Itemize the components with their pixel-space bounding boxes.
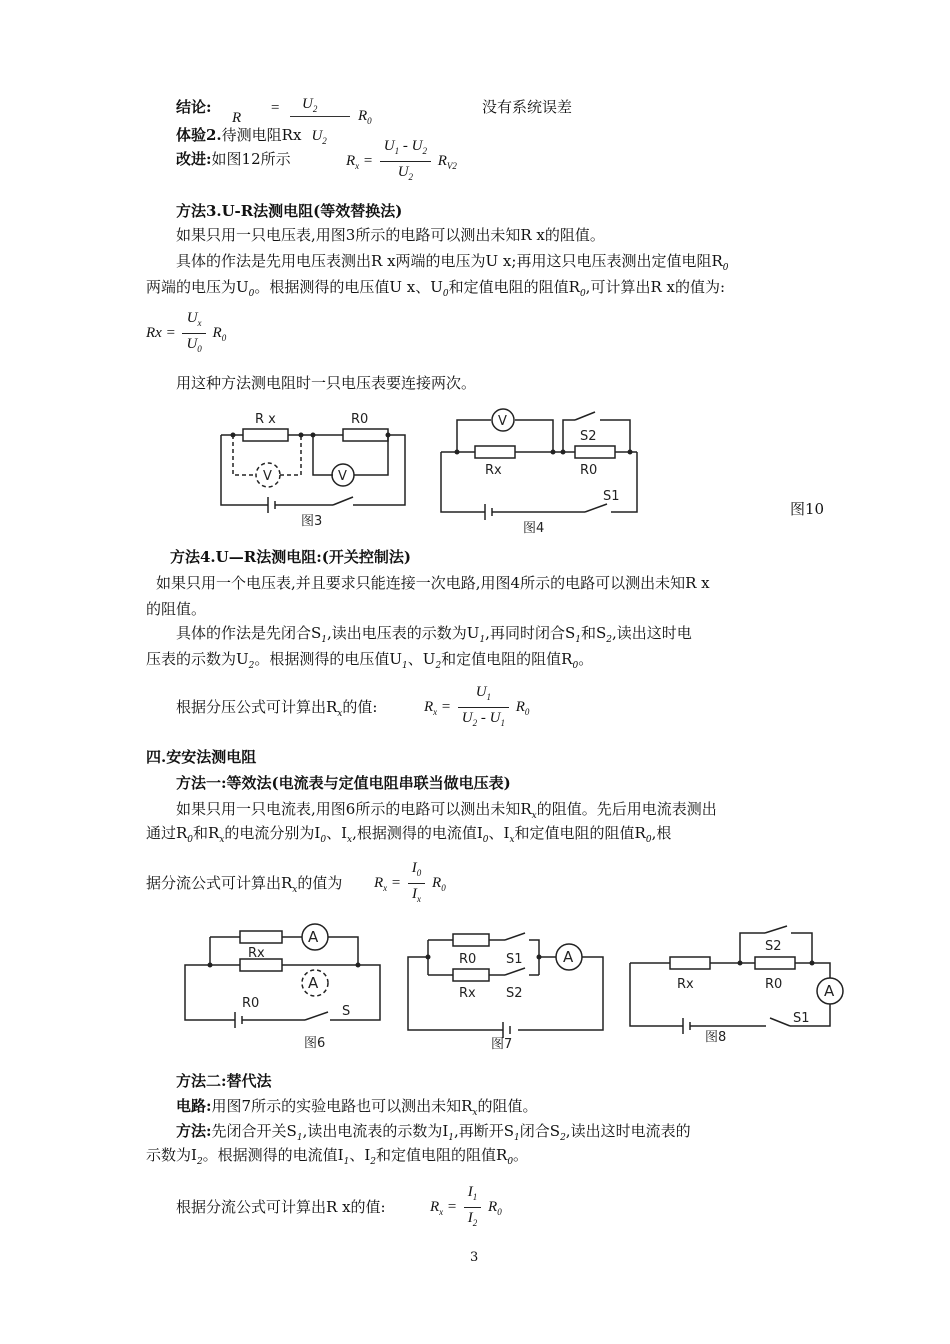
conclusion-label: 结论:	[176, 98, 212, 116]
svg-text:A: A	[563, 948, 574, 966]
section4-p3: 据分流公式可计算出$R_x$的值为	[146, 874, 343, 895]
svg-text:Rx: Rx	[485, 463, 502, 478]
method3-p3: 用这种方法测电阻时一只电压表要连接两次。	[176, 374, 477, 392]
improve-formula: $R_x$ = $\frac{U_1 - U_2}{U_2}$ $R_{V2}$	[346, 138, 457, 182]
section4-formula: $R_x$ = $\frac{I_0}{I_x}$ $R_0$	[374, 860, 446, 904]
method3-p1: 如果只用一只电压表,用图3所示的电路可以测出未知R x的阻值。	[176, 226, 605, 244]
svg-text:Rx: Rx	[459, 986, 476, 1001]
svg-text:V: V	[498, 414, 507, 429]
svg-text:S1: S1	[793, 1011, 810, 1026]
svg-text:V: V	[338, 469, 347, 484]
svg-text:R0: R0	[459, 952, 477, 967]
svg-text:S1: S1	[506, 952, 523, 967]
method4-heading: 方法4.U—R法测电阻:(开关控制法)	[170, 548, 411, 566]
section4-method-line2: 示数为$I_2$。根据测得的电流值$I_1$、$I_2$和定值电阻的阻值$R_0$。	[146, 1146, 529, 1167]
figure-10-label: 图10	[790, 500, 825, 518]
svg-text:图4: 图4	[523, 521, 545, 536]
svg-text:R0: R0	[765, 977, 783, 992]
section4-method-line1: 方法:先闭合开关$S_1$,读出电流表的示数为$I_1$,再断开$S_1$闭合$S_2$,读出这时电流表的	[176, 1122, 691, 1143]
figure-7-circuit	[403, 925, 613, 1055]
method4-p2: 具体的作法是先闭合$S_1$,读出电压表的示数为$U_1$,再同时闭合$S_1$和$S_2$,读出这时电	[176, 624, 692, 645]
method4-p4: 根据分压公式可计算出$R_x$的值:	[176, 698, 378, 719]
svg-text:S2: S2	[765, 939, 782, 954]
svg-text:A: A	[824, 982, 835, 1000]
method4-formula: $R_x$ = $\frac{U_1}{U_2 - U_1}$ $R_0$	[424, 684, 530, 728]
section4-p2: 通过$R_0$和$R_x$的电流分别为$I_0$、$I_x$,根据测得的电流值$I_0$、$I_x$和定值电阻的阻值$R_0$,根	[146, 824, 672, 845]
svg-text:图6: 图6	[304, 1036, 326, 1051]
experience-2: 体验2.待测电阻Rx $U_2$	[176, 126, 327, 146]
svg-text:A: A	[308, 928, 319, 946]
method3-heading: 方法3.U-R法测电阻(等效替换法)	[176, 202, 403, 220]
svg-text:A: A	[308, 974, 319, 992]
svg-text:R0: R0	[242, 996, 260, 1011]
svg-text:图7: 图7	[491, 1037, 513, 1052]
svg-text:Rx: Rx	[677, 977, 694, 992]
section4-last-line: 根据分流公式可计算出R x的值:	[176, 1198, 386, 1216]
svg-text:R0: R0	[351, 412, 369, 427]
svg-text:S2: S2	[506, 986, 523, 1001]
section4-m2-heading: 方法二:替代法	[176, 1072, 272, 1090]
improve-line: 改进:如图12所示	[176, 150, 291, 168]
resistor-r0	[343, 429, 388, 441]
section4-circuit-line: 电路:用图7所示的实验电路也可以测出未知$R_x$的阻值。	[176, 1097, 538, 1118]
svg-text:S: S	[342, 1004, 351, 1019]
no-error-note: 没有系统误差	[482, 98, 573, 116]
svg-text:Rx: Rx	[248, 946, 265, 961]
svg-text:S2: S2	[580, 429, 597, 444]
method4-p3: 压表的示数为$U_2$。根据测得的电压值$U_1$、$U_2$和定值电阻的阻值$R_0$。	[146, 650, 594, 671]
page-number: 3	[470, 1250, 479, 1265]
figure-4-circuit	[435, 400, 650, 538]
section4-m1-heading: 方法一:等效法(电流表与定值电阻串联当做电压表)	[176, 774, 511, 792]
figure-3-circuit	[213, 405, 413, 530]
figure-8-circuit	[625, 918, 850, 1048]
svg-text:S1: S1	[603, 489, 620, 504]
method4-p1a: 如果只用一个电压表,并且要求只能连接一次电路,用图4所示的电路可以测出未知R x	[156, 574, 710, 592]
svg-text:V: V	[263, 469, 272, 484]
svg-text:图3: 图3	[301, 514, 323, 529]
svg-text:R x: R x	[255, 412, 276, 427]
resistor-rx	[243, 429, 288, 441]
method3-formula: Rx = $\frac{U_x}{U_0}$ $R_0$	[146, 310, 227, 354]
svg-text:图8: 图8	[705, 1030, 727, 1045]
svg-text:R0: R0	[580, 463, 598, 478]
section4-heading: 四.安安法测电阻	[146, 748, 257, 766]
method3-p2-line1: 具体的作法是先用电压表测出R x两端的电压为U x;再用这只电压表测出定值电阻$R_0$	[176, 252, 729, 273]
method4-p1b: 的阻值。	[146, 600, 207, 618]
section4-p1: 如果只用一只电流表,用图6所示的电路可以测出未知$R_x$的阻值。先后用电流表测出	[176, 800, 717, 821]
figure-6-circuit	[180, 915, 390, 1055]
method3-p2-line2: 两端的电压为$U_0$。根据测得的电压值U x、$U_0$和定值电阻的阻值$R_0$,可计算出R x的值为:	[146, 278, 726, 299]
section4-last-formula: $R_x$ = $\frac{I_1}{I_2}$ $R_0$	[430, 1184, 502, 1228]
